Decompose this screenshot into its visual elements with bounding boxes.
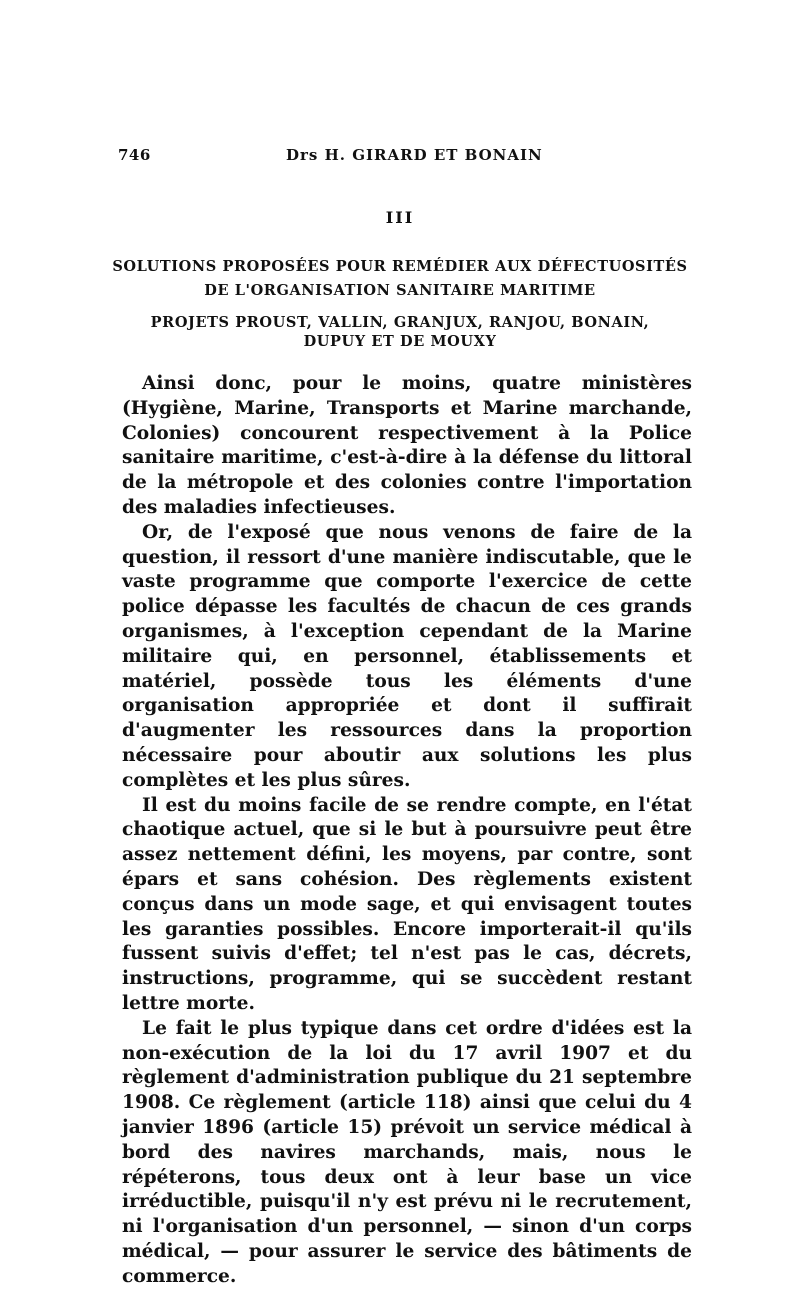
running-title: Drs H. GIRARD ET BONAIN	[286, 146, 543, 164]
running-head	[118, 146, 688, 170]
section-numeral: III	[385, 208, 415, 227]
paragraph-3: Il est du moins facile de se rendre compte, en l'état chaotique actuel, que si le but à poursuivre peut être assez nettement défini, les moyens, par contre, sont épars et sans cohésion. Des règlements existent conçus dans un mode sage, et qui envisagent toutes les garanties possibles. Encore importerait-il qu'ils fussent suivis d'effet; tel n'est pas le cas, décrets, instructions, programme, qui se succèdent restant lettre morte.	[122, 794, 692, 1014]
paragraph-1: Ainsi donc, pour le moins, quatre ministères (Hygiène, Marine, Transports et Marine marchande, Colonies) concourent respectivement à la Police sanitaire maritime, c'est-à-dire à la défense du littoral de la métropole et des colonies contre l'importation des maladies infectieuses.	[122, 373, 692, 518]
section-heading-line-2: DE L'ORGANISATION SANITAIRE MARITIME	[204, 282, 596, 299]
body-text	[122, 372, 692, 1289]
page-number: 746	[118, 146, 151, 164]
section-subheading-line-2: DUPUY ET DE MOUXY	[303, 333, 497, 350]
paragraph-2: Or, de l'exposé que nous venons de faire de la question, il ressort d'une manière indiscutable, que le vaste programme que comporte l'exercice de cette police dépasse les facultés de chacun de ces grands organismes, à l'exception cependant de la Marine militaire qui, en personnel, établissements et matériel, possède tous les éléments d'une organisation appropriée et dont il suffirait d'augmenter les ressources dans la proportion nécessaire pour aboutir aux solutions les plus complètes et les plus sûres.	[122, 521, 692, 791]
section-subheading-line-1: PROJETS PROUST, VALLIN, GRANJUX, RANJOU, BONAIN,	[150, 314, 650, 331]
section-heading-line-1: SOLUTIONS PROPOSÉES POUR REMÉDIER AUX DÉFECTUOSITÉS	[112, 258, 688, 275]
paragraph-4: Le fait le plus typique dans cet ordre d'idées est la non-exécution de la loi du 17 avril 1907 et du règlement d'administration publique du 21 septembre 1908. Ce règlement (article 118) ainsi que celui du 4 janvier 1896 (article 15) prévoit un service médical à bord des navires marchands, mais, nous le répéterons, tous deux ont à leur base un vice irréductible, puisqu'il n'y est prévu ni le recrutement, ni l'organisation d'un personnel, — sinon d'un corps médical, — pour assurer le service des bâtiments de commerce.	[122, 1017, 692, 1287]
